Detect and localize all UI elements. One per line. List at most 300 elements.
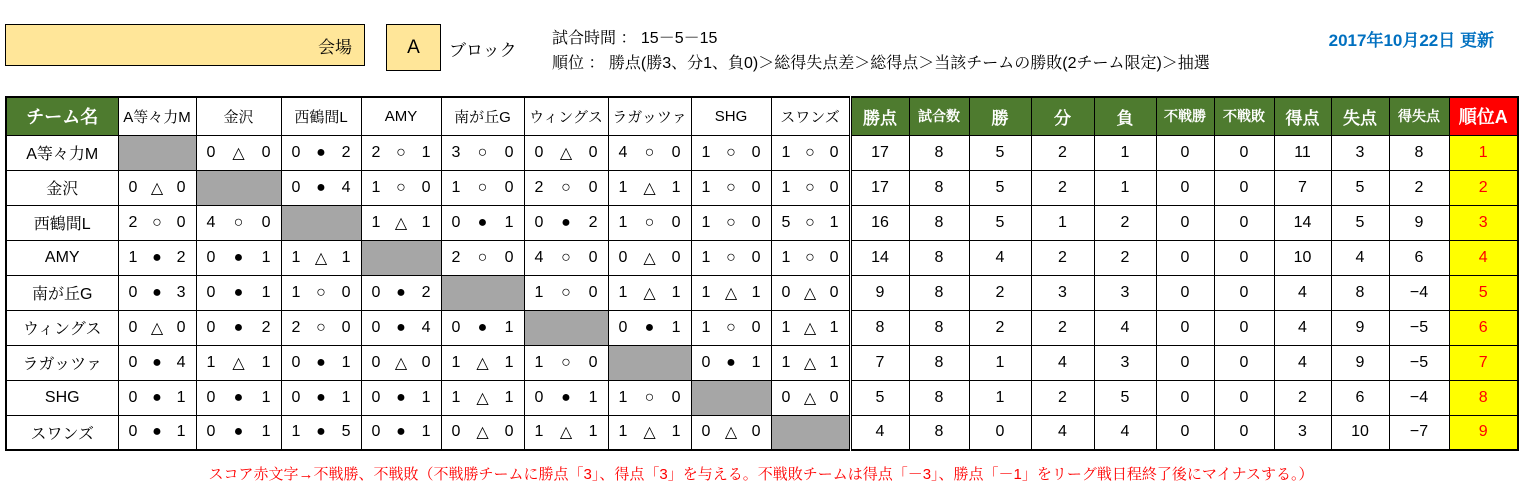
stat-cell: 8: [909, 135, 969, 170]
stat-cell: 3: [1274, 415, 1331, 450]
score-value: 1: [701, 318, 711, 336]
score-value: 1: [291, 248, 301, 266]
result-mark: ●: [233, 318, 244, 336]
result-mark: ○: [805, 213, 815, 231]
match-result-cell: [608, 415, 691, 450]
score-value: 0: [534, 213, 544, 231]
match-result-cell: [118, 205, 196, 240]
result-mark: △: [559, 424, 573, 442]
match-result-cell: [361, 275, 441, 310]
result-mark: ●: [561, 388, 571, 406]
match-result-cell: [608, 310, 691, 345]
result-mark: ●: [316, 353, 326, 371]
score-value: 0: [206, 143, 216, 161]
stat-cell: 16: [850, 205, 909, 240]
header-row: [6, 97, 1518, 135]
match-result-cell: [691, 170, 771, 205]
score-value: 0: [206, 283, 216, 301]
stat-cell: 4: [969, 240, 1031, 275]
stat-cell: 2: [1031, 310, 1094, 345]
stat-cell: 3: [1094, 275, 1156, 310]
result-mark: ○: [561, 248, 571, 266]
match-result-cell: [608, 205, 691, 240]
stat-cell: 17: [850, 170, 909, 205]
score-value: 1: [618, 178, 628, 196]
stat-cell: 2: [969, 310, 1031, 345]
result-mark: ●: [152, 423, 162, 441]
score-value: 0: [291, 353, 301, 371]
league-table: [5, 96, 1519, 451]
stat-cell: 8: [850, 310, 909, 345]
stat-cell: 0: [1214, 135, 1274, 170]
stat-cell: 0: [969, 415, 1031, 450]
match-result-cell: [118, 275, 196, 310]
score-value: 0: [671, 213, 681, 231]
stat-column-header: 不戦勝: [1156, 97, 1214, 135]
table-row: [6, 415, 1518, 450]
match-result-cell: [196, 310, 281, 345]
stat-cell: 0: [1156, 135, 1214, 170]
match-result-cell: [441, 240, 524, 275]
score-value: 1: [781, 353, 791, 371]
stat-column-header: 試合数: [909, 97, 969, 135]
result-mark: △: [559, 144, 573, 162]
stat-cell: 6: [1331, 380, 1389, 415]
stat-cell: 7: [850, 345, 909, 380]
score-value: 1: [618, 388, 628, 406]
match-time-line: 試合時間 ： 15－5－15: [552, 30, 718, 47]
match-result-cell: [196, 275, 281, 310]
result-mark: △: [803, 319, 817, 337]
score-value: 1: [671, 283, 681, 301]
result-mark: ●: [316, 423, 326, 441]
rank-cell: 9: [1449, 415, 1518, 450]
table-row: [6, 170, 1518, 205]
score-value: 1: [701, 213, 711, 231]
stat-column-header: 分: [1031, 97, 1094, 135]
self-cell: [608, 345, 691, 380]
result-mark: ○: [644, 213, 655, 231]
result-mark: ●: [152, 283, 162, 301]
score-value: 1: [829, 318, 839, 336]
score-value: 2: [371, 143, 381, 161]
team-name-cell: 南が丘G: [6, 275, 118, 310]
updated-date: 2017年10月22日 更新: [1328, 31, 1494, 50]
result-mark: △: [803, 284, 817, 302]
result-mark: △: [803, 389, 817, 407]
table-row: [6, 240, 1518, 275]
stat-cell: 4: [1274, 275, 1331, 310]
score-value: 1: [671, 423, 681, 441]
score-value: 0: [291, 143, 301, 161]
stat-cell: 4: [1331, 240, 1389, 275]
score-value: 4: [206, 213, 216, 231]
stat-cell: 5: [969, 170, 1031, 205]
score-value: 1: [421, 143, 431, 161]
score-value: 1: [341, 353, 351, 371]
score-value: 0: [781, 283, 791, 301]
stat-cell: 5: [1331, 205, 1389, 240]
match-result-cell: [691, 310, 771, 345]
stat-cell: 8: [909, 170, 969, 205]
stat-cell: 5: [850, 380, 909, 415]
match-result-cell: [118, 415, 196, 450]
stat-cell: 4: [1094, 310, 1156, 345]
score-value: 1: [451, 178, 461, 196]
score-value: 1: [261, 283, 271, 301]
score-value: 5: [341, 423, 351, 441]
stat-cell: 14: [850, 240, 909, 275]
stat-cell: −5: [1389, 345, 1449, 380]
stat-cell: 4: [1031, 345, 1094, 380]
match-result-cell: [524, 240, 608, 275]
opponent-column-header: スワンズ: [771, 97, 850, 135]
score-value: 0: [291, 178, 301, 196]
stat-cell: 8: [909, 345, 969, 380]
stat-cell: 11: [1274, 135, 1331, 170]
result-mark: △: [643, 249, 656, 267]
score-value: 1: [829, 353, 839, 371]
score-value: 0: [128, 178, 138, 196]
opponent-column-header: ラガッツァ: [608, 97, 691, 135]
score-value: 0: [451, 213, 461, 231]
team-name-cell: AMY: [6, 240, 118, 275]
score-value: 1: [618, 283, 628, 301]
stat-cell: 9: [1331, 310, 1389, 345]
score-value: 0: [504, 423, 514, 441]
score-value: 0: [829, 283, 839, 301]
result-mark: △: [394, 354, 408, 372]
stat-cell: 5: [1331, 170, 1389, 205]
score-value: 0: [176, 213, 186, 231]
result-mark: ○: [561, 353, 571, 371]
result-mark: ○: [477, 248, 488, 266]
stat-column-header: 負: [1094, 97, 1156, 135]
match-result-cell: [608, 240, 691, 275]
result-mark: ○: [477, 178, 488, 196]
result-mark: ●: [316, 143, 326, 161]
result-mark: △: [314, 249, 328, 267]
score-value: 1: [781, 318, 791, 336]
result-mark: ●: [477, 318, 488, 336]
stat-column-header: 不戦敗: [1214, 97, 1274, 135]
stat-cell: 0: [1214, 310, 1274, 345]
score-value: 0: [261, 143, 271, 161]
score-value: 0: [341, 283, 351, 301]
result-mark: ●: [477, 213, 488, 231]
stat-cell: 1: [969, 380, 1031, 415]
stat-cell: 0: [1214, 380, 1274, 415]
stat-column-header: 得失点: [1389, 97, 1449, 135]
result-mark: △: [394, 214, 408, 232]
result-mark: ○: [396, 178, 406, 196]
stat-cell: 9: [850, 275, 909, 310]
match-result-cell: [524, 345, 608, 380]
score-value: 2: [261, 318, 271, 336]
score-value: 1: [781, 143, 791, 161]
match-result-cell: [608, 275, 691, 310]
rank-cell: 5: [1449, 275, 1518, 310]
score-value: 1: [504, 388, 514, 406]
match-result-cell: [691, 345, 771, 380]
match-result-cell: [441, 345, 524, 380]
stat-column-header: 得点: [1274, 97, 1331, 135]
score-value: 0: [451, 423, 461, 441]
score-value: 0: [504, 248, 514, 266]
result-mark: ○: [644, 143, 655, 161]
stat-cell: 2: [1031, 380, 1094, 415]
score-value: 0: [371, 283, 381, 301]
match-result-cell: [196, 380, 281, 415]
score-value: 4: [176, 353, 186, 371]
table-row: [6, 310, 1518, 345]
stat-cell: 8: [909, 310, 969, 345]
result-mark: ●: [561, 213, 571, 231]
score-value: 1: [371, 213, 381, 231]
stat-cell: 5: [1094, 380, 1156, 415]
result-mark: ●: [396, 423, 406, 441]
score-value: 0: [534, 388, 544, 406]
score-value: 0: [751, 213, 761, 231]
score-value: 2: [128, 213, 138, 231]
table-row: [6, 135, 1518, 170]
stat-cell: 1: [1094, 135, 1156, 170]
stat-cell: 4: [850, 415, 909, 450]
match-result-cell: [196, 205, 281, 240]
stat-cell: 6: [1389, 240, 1449, 275]
stat-cell: 0: [1156, 275, 1214, 310]
score-value: 0: [371, 318, 381, 336]
ranking-rule-line: 順位 ： 勝点(勝3、分1、負0)＞総得失点差＞総得点＞当該チームの勝敗(2チーム限定)＞抽選: [552, 55, 1210, 72]
score-value: 0: [751, 318, 761, 336]
stat-cell: 8: [1389, 135, 1449, 170]
block-label: ブロック: [449, 41, 517, 60]
score-value: 0: [618, 248, 628, 266]
score-value: 0: [176, 178, 186, 196]
score-value: 1: [291, 423, 301, 441]
result-mark: ●: [396, 318, 406, 336]
score-value: 0: [671, 248, 681, 266]
score-value: 0: [829, 143, 839, 161]
stat-cell: 8: [909, 240, 969, 275]
stat-cell: 10: [1331, 415, 1389, 450]
score-value: 3: [176, 283, 186, 301]
result-mark: ○: [316, 318, 326, 336]
stat-column-header: 勝: [969, 97, 1031, 135]
result-mark: ●: [233, 423, 244, 441]
result-mark: △: [476, 354, 489, 372]
match-result-cell: [361, 415, 441, 450]
match-result-cell: [524, 170, 608, 205]
score-value: 0: [618, 318, 628, 336]
score-value: 1: [671, 318, 681, 336]
self-cell: [196, 170, 281, 205]
venue-label: 会場: [318, 37, 352, 57]
result-mark: ○: [561, 283, 571, 301]
score-value: 0: [504, 143, 514, 161]
result-mark: ○: [152, 213, 162, 231]
stat-cell: 2: [1389, 170, 1449, 205]
stat-cell: 0: [1156, 380, 1214, 415]
match-result-cell: [608, 135, 691, 170]
result-mark: ●: [396, 388, 406, 406]
result-mark: ●: [396, 283, 406, 301]
result-mark: ○: [726, 248, 736, 266]
score-value: 0: [781, 388, 791, 406]
result-mark: ○: [396, 143, 406, 161]
match-result-cell: [771, 240, 850, 275]
match-result-cell: [281, 170, 361, 205]
self-cell: [361, 240, 441, 275]
score-value: 1: [751, 283, 761, 301]
score-value: 0: [829, 388, 839, 406]
score-value: 1: [701, 178, 711, 196]
match-result-cell: [361, 310, 441, 345]
stat-cell: 8: [909, 380, 969, 415]
score-value: 0: [588, 178, 598, 196]
score-value: 0: [534, 143, 544, 161]
match-result-cell: [691, 275, 771, 310]
stat-cell: 0: [1156, 310, 1214, 345]
match-result-cell: [691, 205, 771, 240]
score-value: 0: [751, 178, 761, 196]
team-name-cell: ウィングス: [6, 310, 118, 345]
score-value: 4: [534, 248, 544, 266]
stat-cell: 0: [1214, 345, 1274, 380]
result-mark: ○: [726, 143, 736, 161]
result-mark: ●: [316, 178, 326, 196]
match-result-cell: [118, 240, 196, 275]
team-name-cell: SHG: [6, 380, 118, 415]
match-result-cell: [691, 135, 771, 170]
match-result-cell: [361, 380, 441, 415]
match-result-cell: [361, 345, 441, 380]
score-value: 2: [534, 178, 544, 196]
score-value: 0: [206, 318, 216, 336]
score-value: 1: [588, 423, 598, 441]
venue-box: [5, 24, 365, 66]
match-result-cell: [771, 380, 850, 415]
stat-cell: 0: [1156, 345, 1214, 380]
stat-cell: 0: [1214, 170, 1274, 205]
stat-cell: −5: [1389, 310, 1449, 345]
score-value: 2: [451, 248, 461, 266]
result-mark: ●: [233, 283, 244, 301]
stat-cell: 3: [1031, 275, 1094, 310]
score-value: 1: [291, 283, 301, 301]
score-value: 2: [291, 318, 301, 336]
stat-cell: 0: [1214, 205, 1274, 240]
score-value: 0: [291, 388, 301, 406]
match-result-cell: [691, 415, 771, 450]
stat-cell: 0: [1156, 205, 1214, 240]
result-mark: ○: [726, 213, 736, 231]
stat-cell: 2: [1274, 380, 1331, 415]
result-mark: ●: [644, 318, 655, 336]
score-value: 1: [671, 178, 681, 196]
result-mark: △: [232, 354, 245, 372]
rank-cell: 6: [1449, 310, 1518, 345]
score-value: 0: [701, 423, 711, 441]
result-mark: ●: [152, 248, 162, 266]
score-value: 1: [421, 388, 431, 406]
score-value: 0: [206, 248, 216, 266]
table-row: [6, 275, 1518, 310]
score-value: 1: [504, 213, 514, 231]
result-mark: ●: [726, 353, 736, 371]
match-result-cell: [196, 240, 281, 275]
score-value: 1: [261, 388, 271, 406]
score-value: 1: [341, 388, 351, 406]
result-mark: ●: [233, 248, 244, 266]
stat-cell: −4: [1389, 380, 1449, 415]
stat-cell: 9: [1331, 345, 1389, 380]
score-value: 0: [451, 318, 461, 336]
match-result-cell: [196, 135, 281, 170]
result-mark: ●: [233, 388, 244, 406]
stat-cell: 0: [1214, 415, 1274, 450]
stat-cell: 0: [1214, 240, 1274, 275]
match-result-cell: [441, 205, 524, 240]
stat-cell: 2: [1094, 240, 1156, 275]
score-value: 0: [829, 178, 839, 196]
stat-cell: −4: [1389, 275, 1449, 310]
stat-cell: 3: [1331, 135, 1389, 170]
score-value: 1: [701, 143, 711, 161]
score-value: 0: [371, 353, 381, 371]
score-value: 0: [128, 388, 138, 406]
team-name-cell: 金沢: [6, 170, 118, 205]
score-value: 1: [176, 388, 186, 406]
opponent-column-header: AMY: [361, 97, 441, 135]
stat-cell: 0: [1156, 170, 1214, 205]
stat-cell: 4: [1031, 415, 1094, 450]
match-result-cell: [441, 415, 524, 450]
match-result-cell: [524, 380, 608, 415]
score-value: 5: [781, 213, 791, 231]
result-mark: △: [724, 424, 738, 442]
stat-cell: 8: [909, 415, 969, 450]
score-value: 0: [671, 388, 681, 406]
match-result-cell: [441, 135, 524, 170]
team-name-cell: スワンズ: [6, 415, 118, 450]
score-value: 0: [829, 248, 839, 266]
match-result-cell: [608, 170, 691, 205]
match-result-cell: [281, 310, 361, 345]
score-value: 1: [421, 213, 431, 231]
score-value: 1: [261, 423, 271, 441]
score-value: 1: [781, 178, 791, 196]
rank-cell: 7: [1449, 345, 1518, 380]
score-value: 0: [371, 388, 381, 406]
score-value: 2: [176, 248, 186, 266]
rank-cell: 3: [1449, 205, 1518, 240]
score-value: 0: [261, 213, 271, 231]
self-cell: [524, 310, 608, 345]
result-mark: ○: [805, 248, 815, 266]
score-value: 1: [176, 423, 186, 441]
score-value: 0: [128, 423, 138, 441]
result-mark: △: [643, 179, 656, 197]
score-value: 1: [751, 353, 761, 371]
stat-cell: 0: [1156, 415, 1214, 450]
result-mark: △: [232, 144, 245, 162]
rank-cell: 2: [1449, 170, 1518, 205]
score-value: 0: [751, 248, 761, 266]
rank-cell: 8: [1449, 380, 1518, 415]
stat-cell: 9: [1389, 205, 1449, 240]
score-value: 2: [421, 283, 431, 301]
